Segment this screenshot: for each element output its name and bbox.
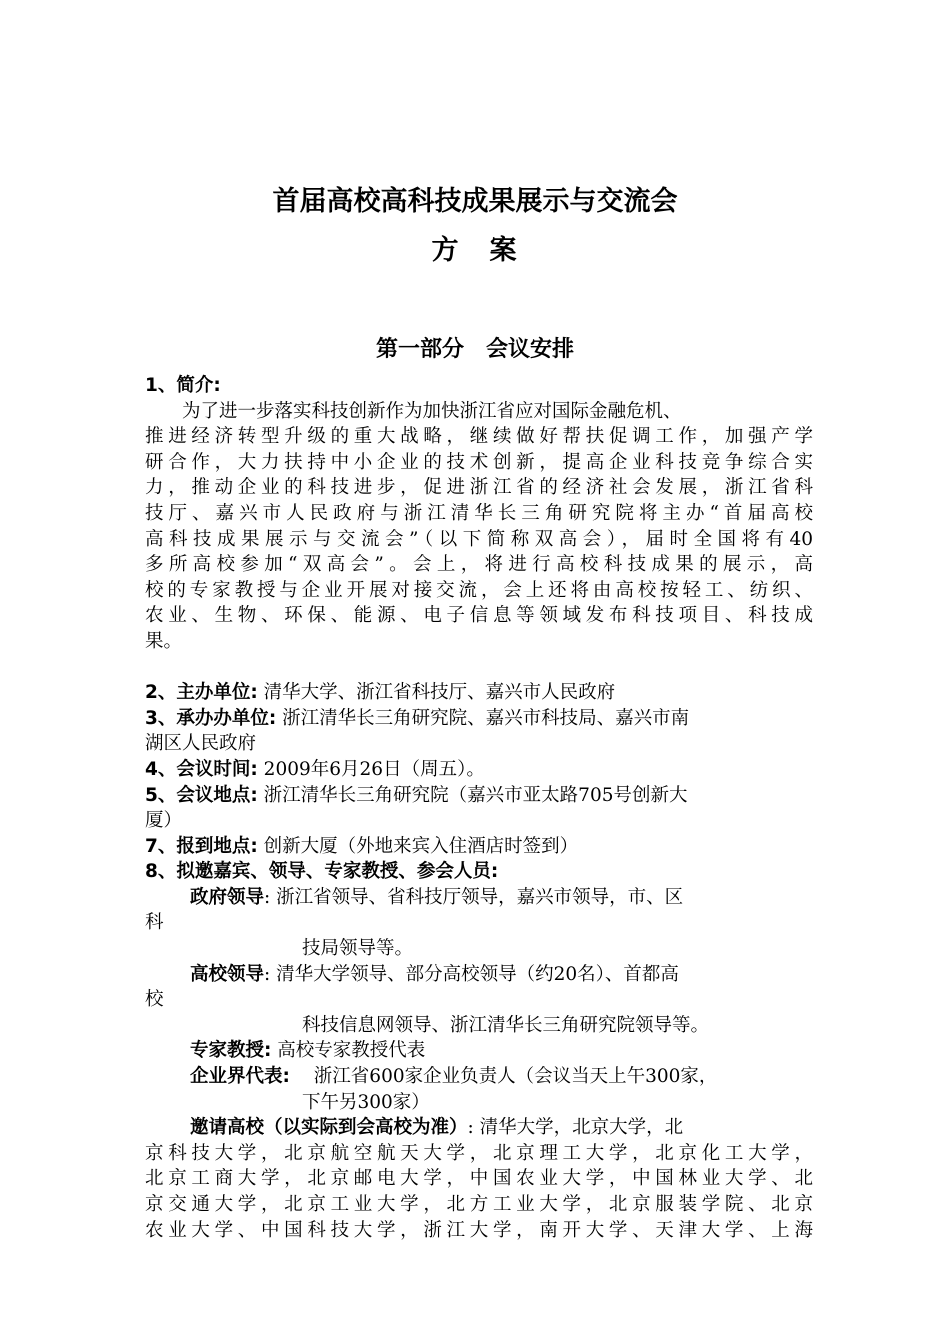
intro-line: 校的专家教授与企业开展对接交流，会上还将由高校按轻工、纺织、: [145, 579, 813, 601]
gov-row: [145, 885, 813, 911]
intro-line: 推进经济转型升级的重大战略，继续做好帮扶促调工作，加强产学: [145, 426, 813, 448]
time-value: 2009年6月26日（周五）。: [263, 758, 485, 780]
coorganizer-row: [145, 706, 813, 732]
expert-row: [145, 1038, 813, 1064]
checkin-label: 7、报到地点:: [145, 835, 258, 857]
invite-line: 北京工商大学，北京邮电大学，中国农业大学，中国林业大学、北: [145, 1168, 813, 1190]
place-row: [145, 783, 813, 809]
univ-row: [145, 962, 813, 988]
biz-value: 浙江省600家企业负责人（会议当天上午300家，: [313, 1066, 718, 1088]
organizer-row: [145, 680, 813, 706]
guests-heading: 8、拟邀嘉宾、领导、专家教授、参会人员:: [145, 861, 499, 883]
intro-line: 果。: [145, 630, 183, 652]
organizer-value: 清华大学、浙江省科技厅、嘉兴市人民政府: [263, 682, 616, 704]
place-value: 浙江清华长三角研究院（嘉兴市亚太路705号创新大: [263, 784, 688, 806]
intro-line: 高科技成果展示与交流会”（以下简称双高会），届时全国将有40: [145, 528, 813, 550]
expert-value: 高校专家教授代表: [277, 1040, 426, 1062]
document-title: 首届高校高科技成果展示与交流会: [272, 186, 678, 217]
gov-label: 政府领导: [190, 886, 265, 908]
coorganizer-value-cont: 湖区人民政府: [145, 733, 257, 755]
invite-value: : 清华大学，北京大学，北: [467, 1117, 684, 1139]
place-label: 5、会议地点:: [145, 784, 258, 806]
intro-line: 为了进一步落实科技创新作为加快浙江省应对国际金融危机、: [182, 400, 682, 422]
intro-heading: 1、简介:: [145, 375, 221, 396]
invite-label: 邀请高校（以实际到会高校为准）: [190, 1117, 468, 1139]
gov-value: : 浙江省领导、省科技厅领导，嘉兴市领导，市、区: [264, 886, 684, 908]
univ-value: : 清华大学领导、部分高校领导（约20名）、首都高: [264, 963, 679, 985]
expert-label: 专家教授:: [190, 1040, 272, 1062]
invite-row: [145, 1115, 813, 1141]
document-subtitle: 方 案: [431, 235, 519, 266]
section-heading: 第一部分 会议安排: [375, 337, 574, 362]
univ-value-wrap: 校: [145, 989, 164, 1011]
organizer-label: 2、主办单位:: [145, 682, 258, 704]
univ-label: 高校领导: [190, 963, 265, 985]
gov-value-wrap: 科: [145, 912, 164, 934]
invite-line: 京交通大学，北京工业大学，北方工业大学，北京服装学院、北京: [145, 1194, 813, 1215]
document-body: [145, 373, 813, 1243]
biz-label: 企业界代表:: [190, 1066, 290, 1088]
intro-line: 研合作，大力扶持中小企业的技术创新，提高企业科技竞争综合实: [145, 451, 813, 473]
univ-value-cont: 科技信息网领导、浙江清华长三角研究院领导等。: [302, 1014, 710, 1036]
coorganizer-label: 3、承办办单位:: [145, 707, 277, 729]
time-label: 4、会议时间:: [145, 758, 258, 780]
checkin-row: [145, 834, 813, 860]
gov-value-cont: 技局领导等。: [302, 938, 414, 960]
invite-line: 农业大学、中国科技大学，浙江大学，南开大学、天津大学、上海: [145, 1219, 813, 1241]
biz-value-cont: 下午另300家）: [302, 1091, 430, 1113]
intro-line: 力，推动企业的科技进步，促进浙江省的经济社会发展，浙江省科: [145, 477, 813, 499]
invite-line: 京科技大学，北京航空航天大学，北京理工大学，北京化工大学，: [145, 1142, 813, 1164]
intro-line: 农业、生物、环保、能源、电子信息等领域发布科技项目、科技成: [145, 605, 813, 627]
time-row: [145, 757, 813, 783]
spacer: [145, 655, 813, 681]
checkin-value: 创新大厦（外地来宾入住酒店时签到）: [263, 835, 579, 857]
biz-row: [145, 1064, 813, 1090]
coorganizer-value: 浙江清华长三角研究院、嘉兴市科技局、嘉兴市南: [282, 707, 690, 729]
intro-line: 多所高校参加“双高会”。会上，将进行高校科技成果的展示，高: [145, 554, 813, 576]
intro-line: 技厅、嘉兴市人民政府与浙江清华长三角研究院将主办“首届高校: [145, 502, 813, 524]
place-value-cont: 厦）: [145, 810, 183, 832]
